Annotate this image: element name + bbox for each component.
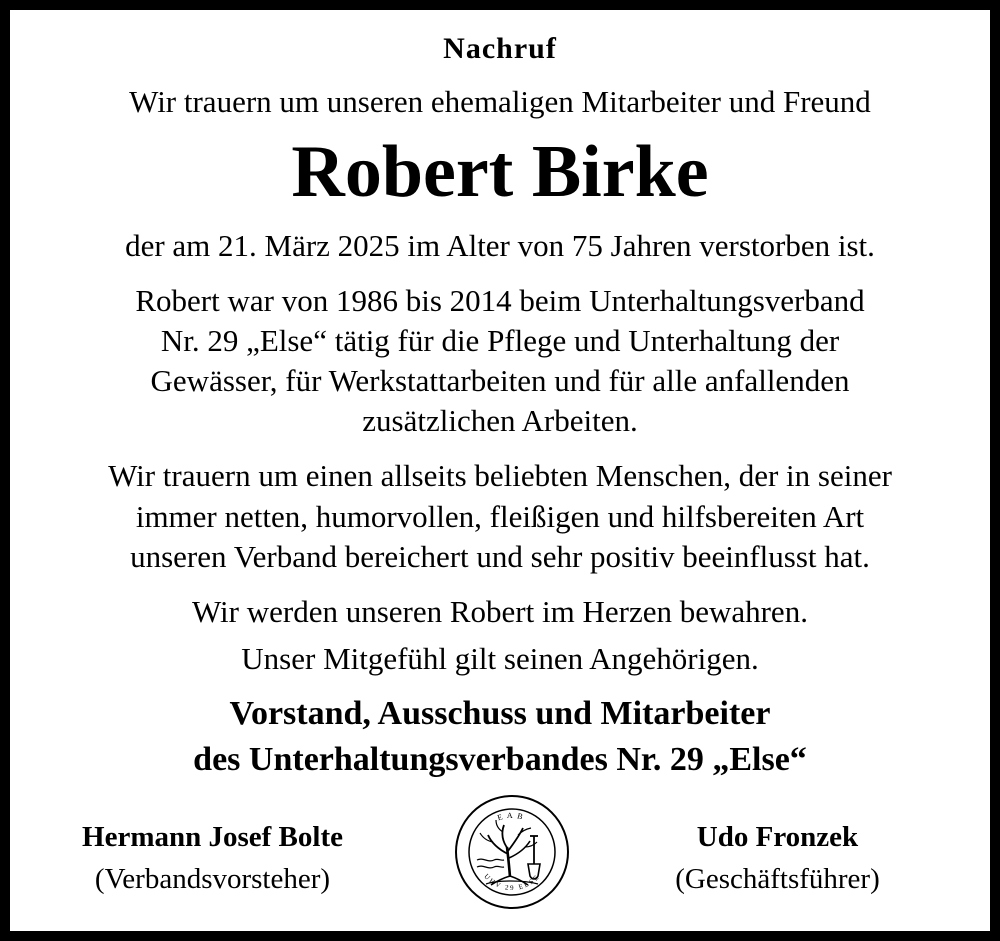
svg-text:EAB: EAB [496, 810, 528, 823]
intro-line: Wir trauern um unseren ehemaligen Mitarbeiter und Freund [129, 84, 871, 119]
career-line: zusätzlichen Arbeiten. [362, 403, 638, 438]
left-signer-name: Hermann Josef Bolte [82, 821, 343, 853]
tree-seal-icon [452, 792, 572, 912]
tribute-line: unseren Verband bereichert und sehr positiv beeinflusst hat. [130, 539, 870, 574]
career-line: Nr. 29 „Else“ tätig für die Pflege und Unterhaltung der [160, 323, 840, 358]
left-signer-role: (Verbandsvorsteher) [94, 863, 331, 895]
right-signer-role: (Geschäftsführer) [675, 863, 880, 895]
death-line: der am 21. März 2025 im Alter von 75 Jahren verstorben ist. [125, 228, 875, 263]
right-signer-name: Udo Fronzek [696, 821, 859, 853]
tribute-line: Wir trauern um einen allseits beliebten Menschen, der in seiner [108, 458, 892, 493]
career-line: Robert war von 1986 bis 2014 beim Unterhaltungsverband [135, 283, 865, 318]
career-line: Gewässer, für Werkstattarbeiten und für alle anfallenden [150, 363, 850, 398]
tribute-line: immer netten, humorvollen, fleißigen und hilfsbereiten Art [135, 499, 865, 534]
signatory-line: Vorstand, Ausschuss und Mitarbeiter [229, 695, 771, 732]
notice-heading: Nachruf [443, 32, 557, 65]
condolence-line: Unser Mitgefühl gilt seinen Angehörigen. [241, 641, 759, 676]
signatory-line: des Unterhaltungsverbandes Nr. 29 „Else“ [193, 741, 807, 778]
remembrance-line: Wir werden unseren Robert im Herzen bewahren. [192, 594, 808, 629]
deceased-name: Robert Birke [291, 131, 709, 213]
svg-text:UHV 29 ELSE: UHV 29 ELSE [482, 872, 542, 893]
